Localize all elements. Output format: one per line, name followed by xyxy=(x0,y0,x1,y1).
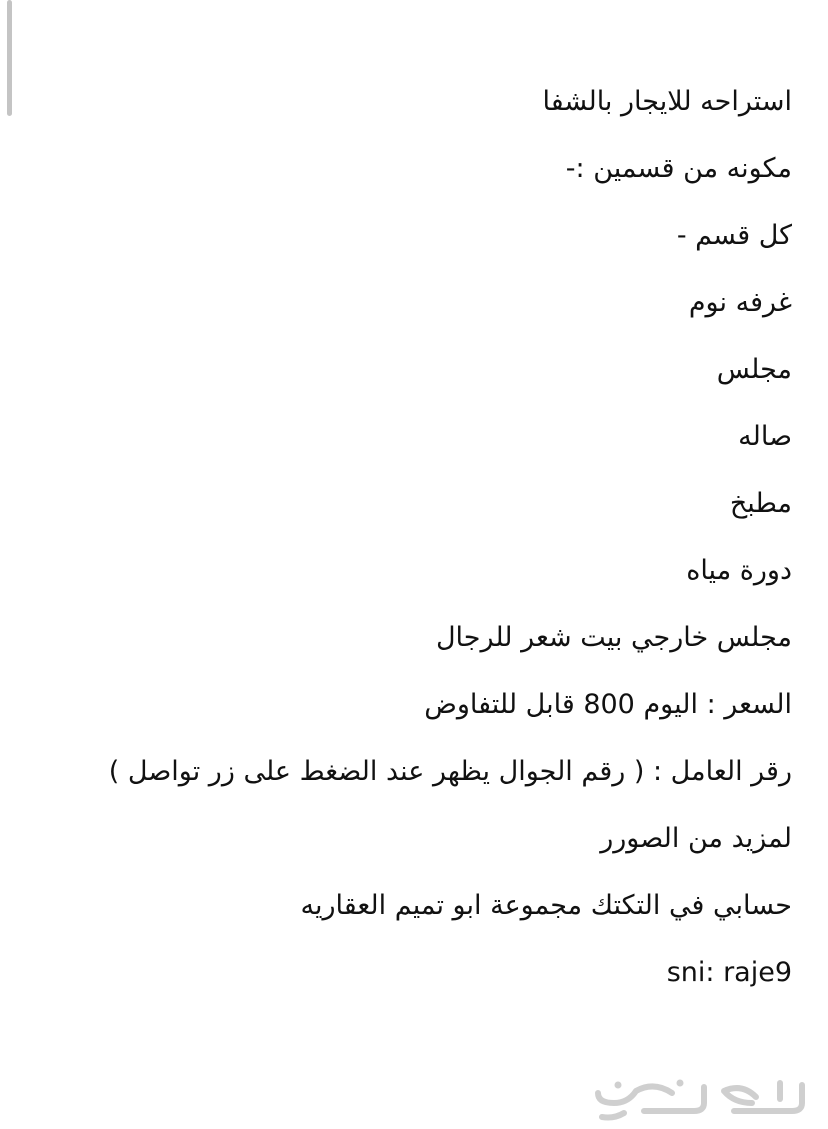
post-line-majlis: مجلس xyxy=(716,354,792,385)
post-line-more-photos: لمزيد من الصورر xyxy=(600,823,792,854)
post-line-bedroom: غرفه نوم xyxy=(688,287,792,318)
post-line-title: استراحه للايجار بالشفا xyxy=(542,86,792,117)
post-line-tiktok-account: حسابي في التكتك مجموعة ابو تميم العقاريه xyxy=(300,890,792,921)
post-line-snapchat: sni: raje9 xyxy=(666,957,792,988)
post-line-outdoor-majlis: مجلس خارجي بيت شعر للرجال xyxy=(435,622,792,653)
post-line-sections: مكونه من قسمين :- xyxy=(565,153,792,184)
post-line-hall: صاله xyxy=(738,421,792,452)
post-line-kitchen: مطبخ xyxy=(729,488,792,519)
post-line-each-section: كل قسم - xyxy=(676,220,792,251)
post-line-price: السعر : اليوم 800 قابل للتفاوض xyxy=(424,689,792,720)
post-line-contact: رقر العامل : ( رقم الجوال يظهر عند الضغط على زر تواصل ) xyxy=(108,756,792,787)
scrollbar[interactable] xyxy=(7,0,12,116)
post-description xyxy=(32,68,792,1006)
post-line-bathroom: دورة مياه xyxy=(686,555,792,586)
haraj-watermark-logo xyxy=(584,1073,814,1121)
